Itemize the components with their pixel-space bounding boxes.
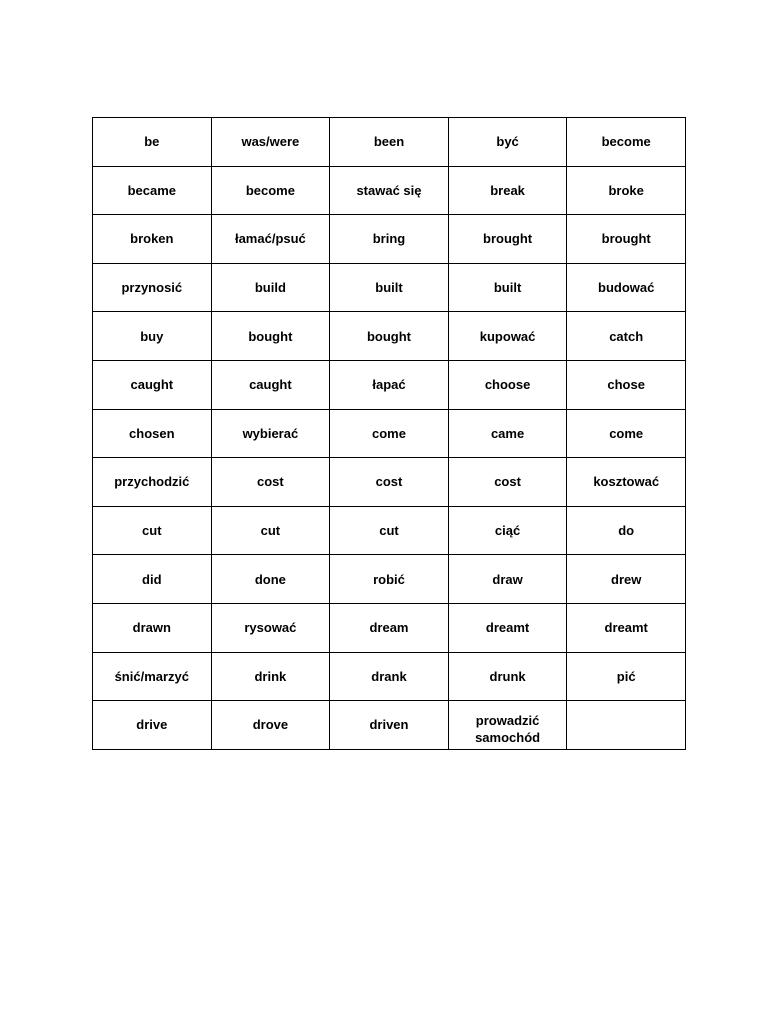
table-row — [93, 603, 686, 652]
table-row — [93, 312, 686, 361]
table-cell: brought — [567, 215, 686, 264]
table-row — [93, 458, 686, 507]
table-cell: caught — [93, 360, 212, 409]
table-cell: catch — [567, 312, 686, 361]
table-cell: became — [93, 166, 212, 215]
table-cell: become — [211, 166, 330, 215]
table-cell: broke — [567, 166, 686, 215]
table-cell: cut — [93, 506, 212, 555]
table-cell: być — [448, 118, 567, 167]
table-cell: drew — [567, 555, 686, 604]
table-cell: wybierać — [211, 409, 330, 458]
table-cell: kosztować — [567, 458, 686, 507]
table-cell: did — [93, 555, 212, 604]
table-cell: cost — [330, 458, 449, 507]
table-cell: dreamt — [567, 603, 686, 652]
table-cell: dream — [330, 603, 449, 652]
table-cell: drank — [330, 652, 449, 701]
table-row — [93, 166, 686, 215]
table-cell: chose — [567, 360, 686, 409]
table-cell: cost — [448, 458, 567, 507]
table-cell — [567, 701, 686, 750]
table-row — [93, 652, 686, 701]
table-cell: driven — [330, 701, 449, 750]
table-row — [93, 118, 686, 167]
table-cell: pić — [567, 652, 686, 701]
table-cell: came — [448, 409, 567, 458]
table-cell: built — [448, 263, 567, 312]
table-cell: ciąć — [448, 506, 567, 555]
table-row — [93, 263, 686, 312]
table-cell: drunk — [448, 652, 567, 701]
table-cell: chosen — [93, 409, 212, 458]
table-row — [93, 409, 686, 458]
table-cell: łapać — [330, 360, 449, 409]
table-row — [93, 555, 686, 604]
table-cell: prowadzić samochód — [448, 701, 567, 750]
table-cell: been — [330, 118, 449, 167]
table-cell: be — [93, 118, 212, 167]
table-body — [93, 118, 686, 750]
table-cell: build — [211, 263, 330, 312]
table-cell: built — [330, 263, 449, 312]
table-cell: śnić/marzyć — [93, 652, 212, 701]
table-cell: cost — [211, 458, 330, 507]
table-cell: cut — [330, 506, 449, 555]
table-cell: draw — [448, 555, 567, 604]
table-cell: bought — [211, 312, 330, 361]
table-cell: rysować — [211, 603, 330, 652]
table-cell: done — [211, 555, 330, 604]
table-cell: łamać/psuć — [211, 215, 330, 264]
table-cell: become — [567, 118, 686, 167]
table-cell: do — [567, 506, 686, 555]
table-cell: budować — [567, 263, 686, 312]
table-cell: drove — [211, 701, 330, 750]
table-cell: cut — [211, 506, 330, 555]
table-cell: caught — [211, 360, 330, 409]
table-cell: drive — [93, 701, 212, 750]
table-row — [93, 360, 686, 409]
table-cell: was/were — [211, 118, 330, 167]
table-row — [93, 506, 686, 555]
table-cell: kupować — [448, 312, 567, 361]
table-cell: dreamt — [448, 603, 567, 652]
table-cell: stawać się — [330, 166, 449, 215]
table-cell: robić — [330, 555, 449, 604]
table-row — [93, 215, 686, 264]
table-cell: choose — [448, 360, 567, 409]
table-cell: bring — [330, 215, 449, 264]
table-cell: drink — [211, 652, 330, 701]
table-cell: come — [330, 409, 449, 458]
table-row — [93, 701, 686, 750]
table-cell: przynosić — [93, 263, 212, 312]
table-cell: come — [567, 409, 686, 458]
table-cell: drawn — [93, 603, 212, 652]
irregular-verbs-table — [92, 117, 686, 750]
table-cell: brought — [448, 215, 567, 264]
table-cell: broken — [93, 215, 212, 264]
table-cell: buy — [93, 312, 212, 361]
table-cell: przychodzić — [93, 458, 212, 507]
table-cell: break — [448, 166, 567, 215]
table-cell: bought — [330, 312, 449, 361]
